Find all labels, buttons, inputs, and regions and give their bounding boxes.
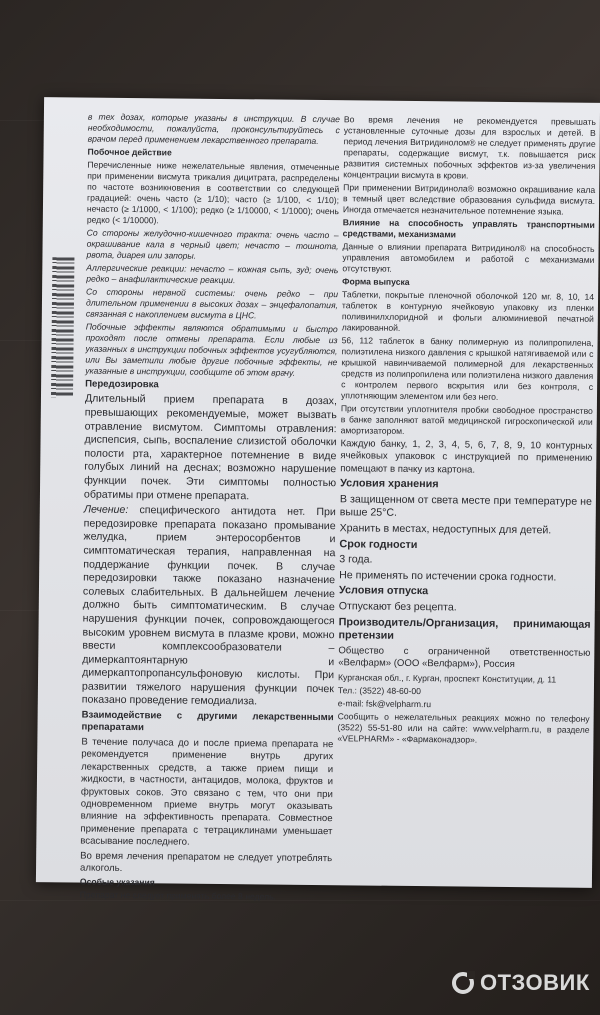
interaction-text: В течение получаса до и после приема препарата не рекомендуется применение внутрь других лекарственных средств, а также прием пищи и жидкости, в частности, антацидов, молока, фруктов и фруктовых соков. Это связано с тем, что они при одновременном приеме внутрь могут оказывать влияние на эффективность препарата. Совместное применение препарата с тетрациклинами уменьшает всасывание последнего. — [80, 736, 334, 848]
manufacturer-address: Курганская обл., г. Курган, проспект Конституции, д. 11 — [338, 671, 557, 685]
stool-color-note: При применении Витридинола® возможно окрашивание кала в темный цвет вследствие образования сульфида висмута. Иногда отмечается незначительное потемнение языка. — [342, 182, 596, 217]
adverse-report-note: Сообщить о нежелательных реакциях можно по телефону (3522) 55-51-80 или на сайте: www.velpharm.ru, в разделе «VELPHARM» - «Фармаконадзор». — [337, 710, 590, 745]
form-text-1: Таблетки, покрытые пленочной оболочкой 120 мг. 8, 10, 14 таблеток в контурную ячейковую упаковку из пленки поливинилхлоридной и фольги алюминиевой печатной лакированной. — [341, 289, 595, 333]
barcode-strip — [51, 257, 74, 397]
dosage-warning: Во время лечения не рекомендуется превышать установленные суточные дозы для взрослых и детей. В период лечения Витридинолом® не следует применять другие препараты, содержащие висмут, т.к. повышается риск развития системных побочных эффектов из-за увеличения концентрации висмута в крови. — [343, 114, 596, 181]
shelf-life-heading: Срок годности — [339, 537, 418, 551]
special-text: Препарат не следует применять более 8 недель. — [79, 889, 277, 902]
side-effects-text: Перечисленные ниже нежелательные явления, отмеченные при применении висмута трикалия дицитрата, распределены по частоте возникновения в соответствии со следующей градацией: очень часто (≥ 1/10); часто (≥ 1/100, < 1/10); нечасто (≥ 1/1000, < 1/100); редко (≥ 1/10000, < 1/1000); очень редко (< 1/10000). — [86, 159, 340, 226]
dose-note: в тех дозах, которые указаны в инструкции. В случае необходимости, пожалуйста, проконсультируйтесь с врачом перед применением лекарственного препарата. — [87, 111, 340, 146]
dispensing-heading: Условия отпуска — [338, 584, 429, 598]
manufacturer-name: Общество с ограниченной ответственностью «Велфарм» (ООО «Велфарм»), Россия — [338, 644, 591, 671]
leaflet-right-column — [337, 114, 596, 748]
driving-heading: Влияние на способность управлять транспортными средствами, механизмами — [342, 217, 595, 240]
storage-text-2: Хранить в местах, недоступных для детей. — [339, 522, 552, 537]
driving-text: Данные о влиянии препарата Витридинол® на способность управления автомобилем и работой с механизмами отсутствуют. — [342, 241, 595, 274]
dispensing-text: Отпускают без рецепта. — [338, 600, 457, 614]
form-text-2: 56, 112 таблеток в банку полимерную из полипропилена, полиэтилена низкого давления с крышкой натягиваемой или с крышкой навинчиваемой полимерной для лекарственных средств из полипропилена или полиэтилена низкого давления с контролем первого вскрытия или без контроля, с уплотняющим элементом или без него. — [340, 335, 594, 402]
watermark-text: ОТЗОВИК — [480, 970, 590, 995]
storage-text-1: В защищенном от света месте при температуре не выше 25°С. — [339, 493, 592, 520]
instruction-leaflet — [36, 97, 600, 902]
shelf-life-text-1: 3 года. — [339, 553, 373, 566]
form-text-3: При отсутствии уплотнителя пробки свободное пространство в банке заполняют ватой медицинской гигроскопической или амортизатором. — [340, 403, 593, 436]
interaction-heading: Взаимодействие с другими лекарственными препаратами — [81, 709, 334, 734]
overdose-heading: Передозировка — [85, 378, 159, 391]
manufacturer-heading: Производитель/Организация, принимающая претензии — [338, 615, 591, 642]
treatment-body: специфического антидота нет. При передозировке препарата показано промывание желудка, прием энтеросорбентов и симптоматическая терапия, направленная на поддержание функции почек. В случае передозировки также показано назначение солевых слабительных. В дальнейшем лечение должно быть симптоматическим. В случае нарушения функции почек, сопровождающегося высоким уровнем висмута в плазме крови, можно ввести комплексообразователи – димеркаптоянтарную и димеркаптопропансульфоновую кислоты. При развитии тяжелого нарушения функции почек показано проведение гемодиализа. — [81, 504, 336, 708]
manufacturer-phone: Тел.: (3522) 48-60-00 — [337, 684, 422, 696]
special-heading: Особые указания — [79, 876, 155, 888]
form-heading: Форма выпуска — [342, 276, 410, 287]
manufacturer-email: e-mail: fsk@velpharm.ru — [337, 697, 432, 709]
form-text-4: Каждую банку, 1, 2, 3, 4, 5, 6, 7, 8, 9, 10 контурных ячейковых упаковок с инструкцией по применению помещают в пачку из картона. — [340, 438, 593, 476]
gi-effects: Со стороны желудочно-кишечного тракта: очень часто – окрашивание кала в черный цвет; нечасто – тошнота, рвота, диарея или запоры. — [86, 227, 339, 261]
side-effects-heading: Побочное действие — [87, 146, 172, 158]
reversible-effects: Побочные эффекты являются обратимыми и быстро проходят после отмены препарата. Если любые из указанных в инструкции побочных эффектов усугубляются, или Вы заметили любые другие побочные эффекты, не указанные в инструкции, сообщите об этом врачу. — [85, 321, 338, 378]
overdose-text: Длительный прием препарата в дозах, превышающих рекомендуемые, может вызвать отравление висмутом. Симптомы отравления: диспепсия, сыпь, воспаление слизистой оболочки полости рта, характерное потемнение в виде голубых линий на деснах; возможно нарушение функции почек. Эти симптомы полностью обратимы при отмене препарата. — [83, 392, 338, 502]
alcohol-note: Во время лечения препаратом не следует употреблять алкоголь. — [79, 850, 333, 874]
otzovik-logo-icon — [452, 972, 474, 994]
cns-effects: Со стороны нервной системы: очень редко – при длительном применении в высоких дозах – энцефалопатия, связанная с накоплением висмута в ЦНС. — [85, 286, 339, 321]
allergy-effects: Аллергические реакции: нечасто – кожная сыпь, зуд; очень редко – анафилактические реакции. — [86, 262, 339, 286]
treatment-label: Лечение: — [83, 503, 129, 517]
storage-heading: Условия хранения — [340, 477, 439, 491]
treatment-text — [82, 504, 336, 711]
otzovik-watermark — [452, 970, 590, 996]
shelf-life-text-2: Не применять по истечении срока годности. — [339, 569, 557, 584]
leaflet-left-column — [80, 112, 340, 906]
